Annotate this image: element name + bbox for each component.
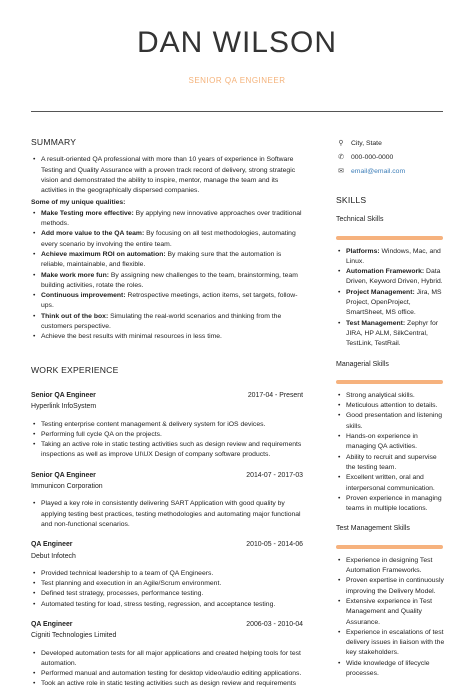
job-bullets (31, 420, 303, 461)
job-entry (31, 540, 303, 610)
mail-icon: ✉ (338, 167, 344, 175)
skill-item: • Experience in designing Test Automation Frameworks. (336, 556, 446, 577)
job-bullet: • Defined test strategy, processes, performance testing. (31, 589, 303, 599)
summary-intro-list (31, 155, 303, 196)
job-dates: 2006-03 - 2010-04 (246, 620, 303, 628)
main-column (31, 137, 303, 690)
skill-group-bar (336, 380, 443, 384)
skill-item: • Good presentation and listening skills. (336, 411, 446, 432)
quality-item: • Think out of the box: Simulating the real-world scenarios and thinking from the customers perspective. (31, 312, 303, 333)
job-bullet: • Developed automation tests for all major applications and created helping tools for test automation. (31, 649, 303, 670)
skill-list (336, 391, 446, 515)
candidate-name: DAN WILSON (136, 26, 338, 59)
skill-group-title: Managerial Skills (336, 360, 389, 368)
quality-item: • Continuous improvement: Retrospective meetings, action items, set targets, follow-ups. (31, 291, 303, 312)
quality-item: • Make Testing more effective: By applying new innovative approaches over traditional methods. (31, 209, 303, 230)
job-entry (31, 471, 303, 530)
contact-phone (336, 151, 446, 165)
skill-group-title: Test Management Skills (336, 525, 410, 533)
skill-list (336, 556, 446, 680)
skill-group-bar (336, 545, 443, 549)
job-entry (31, 391, 303, 461)
job-company: Cigniti Technologies Limited (31, 632, 117, 640)
job-entry (31, 620, 303, 690)
job-dates: 2014-07 - 2017-03 (246, 471, 303, 479)
job-company: Immunicon Corporation (31, 483, 103, 491)
skill-item: • Strong analytical skills. (336, 391, 446, 401)
quality-item: • Achieve maximum ROI on automation: By making sure that the automation is reliable, maintainable, and flexible. (31, 250, 303, 271)
skill-list (336, 247, 446, 350)
location-text: City, State (351, 139, 382, 147)
header-divider (31, 111, 443, 112)
job-bullet: • Automated testing for load, stress testing, regression, and acceptance testing. (31, 600, 303, 610)
job-bullet: • Performing full cycle QA on the projects. (31, 430, 303, 440)
skill-item: • Proven experience in managing teams in multiple locations. (336, 494, 446, 515)
skill-item: • Experience in escalations of test delivery issues in liaison with the key stakeholders. (336, 628, 446, 659)
contact-location (336, 137, 446, 151)
job-bullet: • Taking an active role in static testing activities such as design review and requirements inspections as well as improve UI\UX Design of company software products. (31, 440, 303, 461)
job-bullet: • Testing enterprise content management & delivery system for iOS devices. (31, 420, 303, 430)
skill-item: • Hands-on experience in managing QA activities. (336, 432, 446, 453)
phone-icon: ✆ (338, 153, 344, 161)
contact-email[interactable] (336, 165, 446, 179)
skill-item: • Wide knowledge of lifecycle processes. (336, 659, 446, 680)
summary-intro: • A result-oriented QA professional with more than 10 years of experience in Software Testing and Quality Assurance with a proven track record of delivery, strong strategic vision and demonstrated the ability to inspire, mentor, manage the team and its activities in the geographically dispersed companies. (31, 155, 303, 196)
quality-item: • Make work more fun: By assigning new challenges to the team, brainstorming, team building activities, rotate the roles. (31, 271, 303, 292)
skill-item: • Automation Framework: Data Driven, Keyword Driven, Hybrid. (336, 267, 446, 288)
email-link[interactable]: email@email.com (351, 167, 406, 175)
skill-item: • Test Management: Zephyr for JIRA, HP ALM, SilkCentral, TestLink, TestRail. (336, 319, 446, 350)
quality-item: • Achieve the best results with minimal resources in less time. (31, 332, 303, 342)
job-title: QA Engineer (31, 541, 73, 549)
skill-item: • Excellent written, oral and interpersonal communication. (336, 473, 446, 494)
skill-item: • Proven expertise in continuously improving the Delivery Model. (336, 576, 446, 597)
location-pin-icon: ⚲ (338, 139, 344, 147)
skill-item: • Extensive experience in Test Management and Quality Assurance. (336, 597, 446, 628)
job-bullets (31, 649, 303, 690)
job-company: Hyperlink InfoSystem (31, 403, 97, 411)
summary-title: SUMMARY (31, 137, 77, 147)
job-company: Debut Infotech (31, 552, 76, 560)
qualities-list (31, 209, 303, 343)
skill-group-title: Technical Skills (336, 216, 384, 224)
sidebar-column (336, 137, 446, 679)
job-title: Senior QA Engineer (31, 471, 96, 479)
job-bullet: • Performed manual and automation testing for desktop video/audio editing applications. (31, 669, 303, 679)
experience-title: WORK EXPERIENCE (31, 364, 119, 375)
job-bullets (31, 499, 303, 530)
phone-text: 000-000-0000 (351, 153, 394, 161)
skill-group-bar (336, 236, 443, 240)
skill-item: • Meticulous attention to details. (336, 401, 446, 411)
candidate-role: SENIOR QA ENGINEER (188, 76, 286, 85)
skill-item: • Project Management: Jira, MS Project, OpenProject, SmartSheet, MS office. (336, 288, 446, 319)
job-bullets (31, 569, 303, 610)
quality-item: • Add more value to the QA team: By focusing on all test methodologies, automating every scenario by involving the entire team. (31, 229, 303, 250)
job-bullet: • Provided technical leadership to a team of QA Engineers. (31, 569, 303, 579)
job-dates: 2010-05 - 2014-06 (246, 541, 303, 549)
job-title: Senior QA Engineer (31, 391, 96, 399)
skills-title: SKILLS (336, 195, 367, 205)
job-dates: 2017-04 - Present (247, 391, 303, 399)
job-bullet: • Took an active role in static testing activities such as design review and requirements (31, 679, 303, 689)
job-bullet: • Test planning and execution in an Agile/Scrum environment. (31, 579, 303, 589)
job-title: QA Engineer (31, 620, 73, 628)
job-bullet: • Played a key role in consistently delivering SART Application with good quality by applying testing best practices, testing methodologies and automating major functional and non-functional scenarios. (31, 499, 303, 530)
qualities-heading: Some of my unique qualities: (31, 199, 126, 207)
skill-item: • Platforms: Windows, Mac, and Linux. (336, 247, 446, 268)
skill-item: • Ability to recruit and supervise the testing team. (336, 453, 446, 474)
